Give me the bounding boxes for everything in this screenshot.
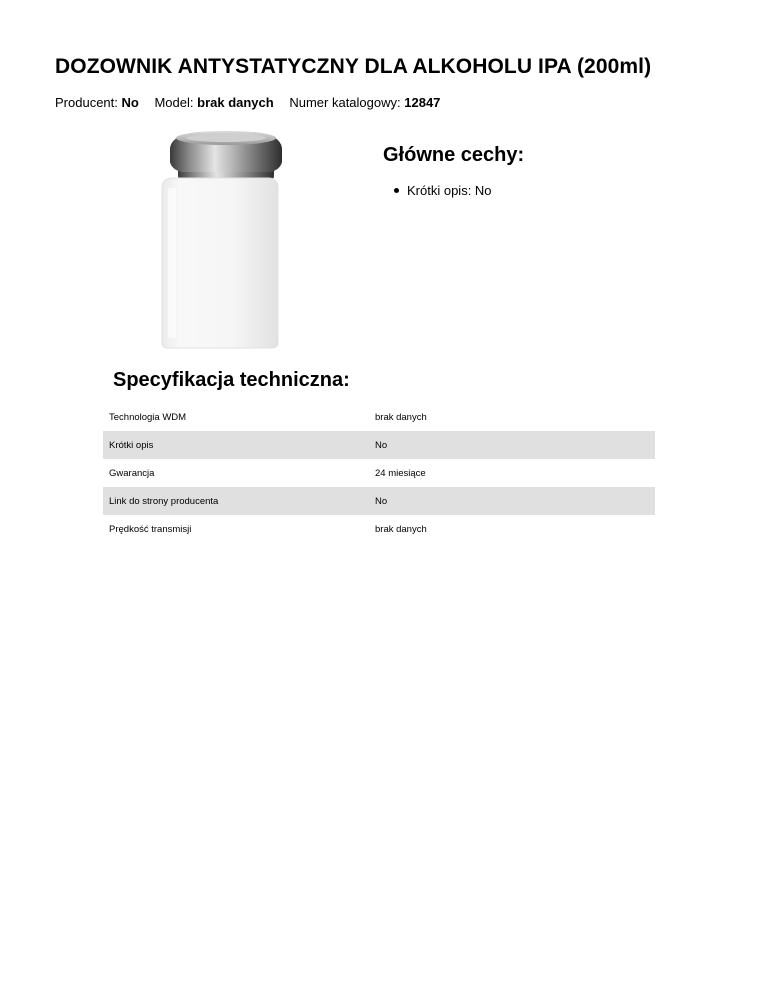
spec-value: brak danych [375, 523, 427, 535]
spec-table [103, 403, 655, 543]
spec-label: Gwarancja [109, 467, 155, 479]
catalog-label: Numer katalogowy: [289, 95, 401, 110]
spec-value: 24 miesiące [375, 467, 426, 479]
model-label: Model: [154, 95, 194, 110]
spec-value: brak danych [375, 411, 427, 423]
product-image [120, 128, 330, 360]
spec-value: No [369, 431, 655, 459]
catalog-info [289, 95, 440, 110]
bullet-icon [394, 188, 399, 193]
table-row [103, 431, 655, 459]
producer-value: No [121, 95, 139, 110]
features-heading: Główne cechy: [383, 144, 525, 166]
model-value: brak danych [197, 95, 274, 110]
feature-text: Krótki opis: No [407, 183, 492, 198]
model-info [154, 95, 273, 110]
spec-heading: Specyfikacja techniczna: [113, 369, 350, 391]
spec-label: Technologia WDM [109, 411, 187, 423]
feature-item [391, 182, 492, 200]
producer-info [55, 95, 139, 110]
spec-value: No [369, 487, 655, 515]
spec-label: Link do strony producenta [103, 487, 369, 515]
table-row [103, 487, 655, 515]
table-row [103, 459, 655, 487]
catalog-value: 12847 [404, 95, 441, 110]
table-row [103, 515, 655, 543]
producer-label: Producent: [55, 95, 118, 110]
product-meta [55, 95, 452, 110]
page-title: DOZOWNIK ANTYSTATYCZNY DLA ALKOHOLU IPA (200ml) [55, 55, 652, 78]
table-row [103, 403, 655, 431]
features-list [391, 182, 492, 200]
spec-label: Prędkość transmisji [109, 523, 192, 535]
spec-label: Krótki opis [103, 431, 369, 459]
